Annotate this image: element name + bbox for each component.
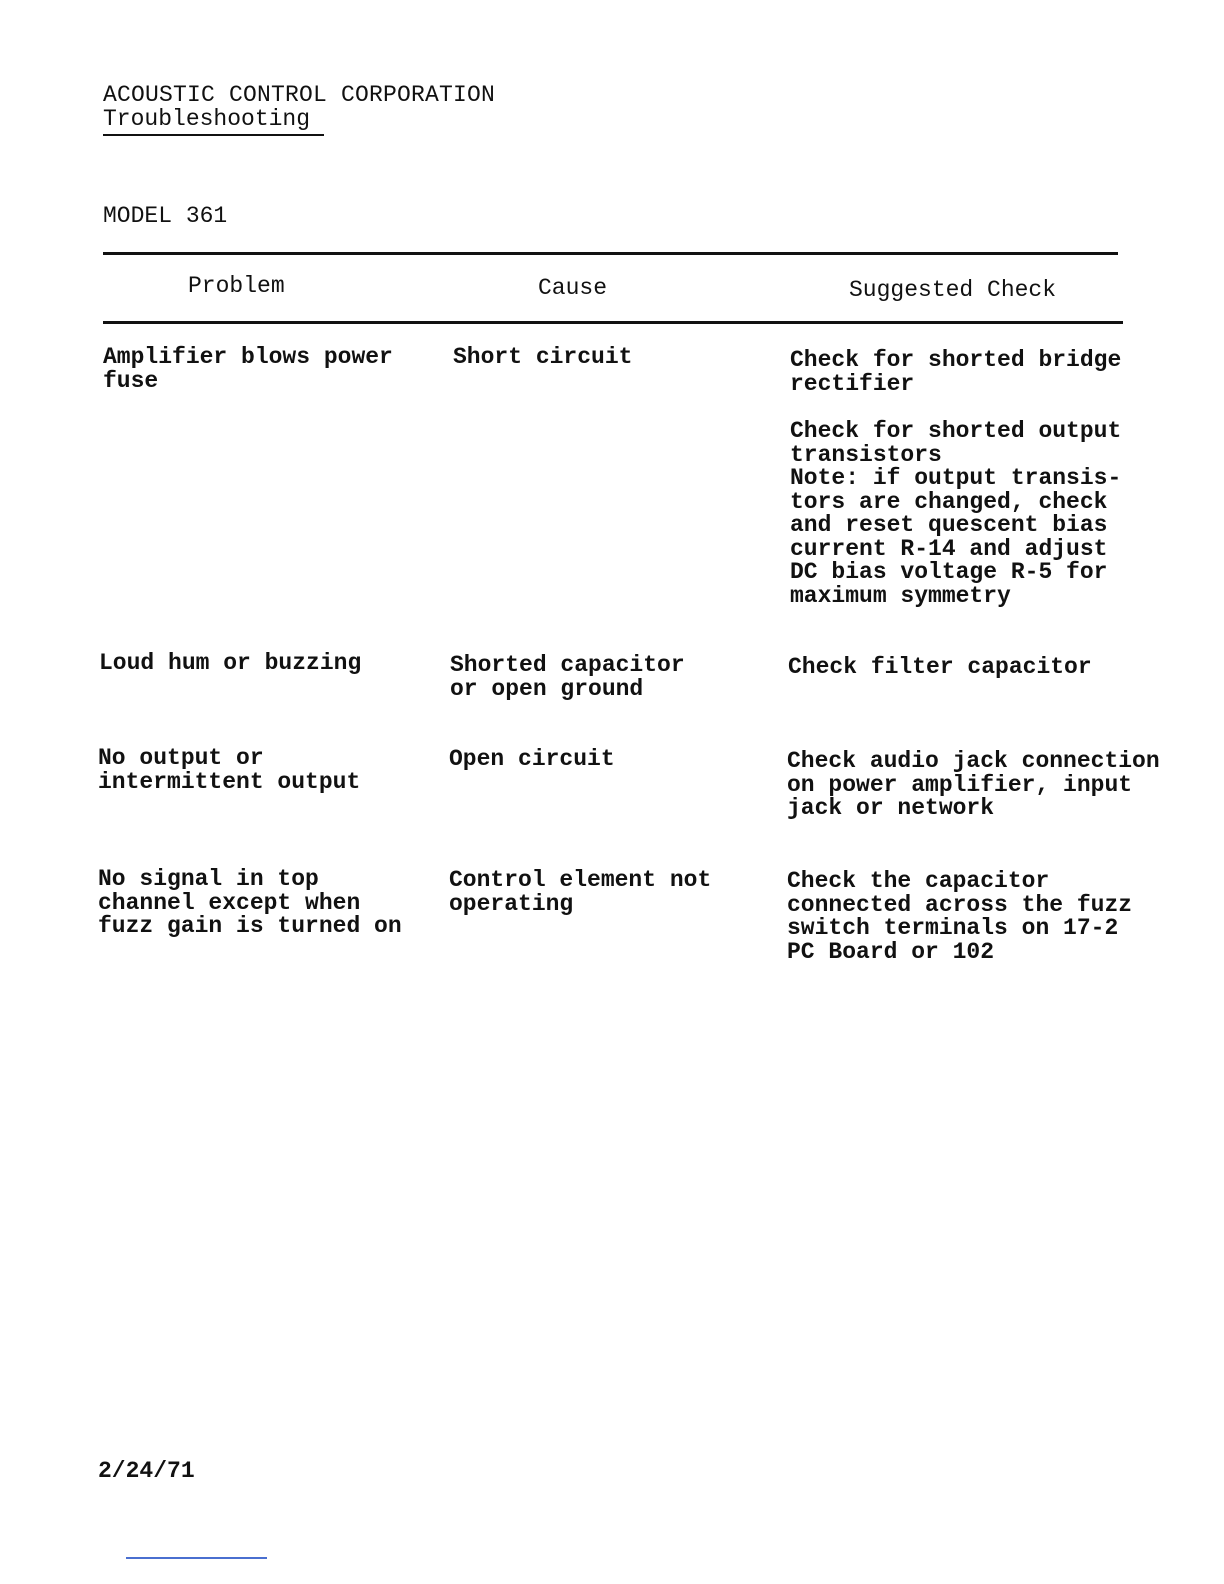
document-date: 2/24/71 [98,1458,195,1484]
model-number: MODEL 361 [103,203,228,229]
company-name: ACOUSTIC CONTROL CORPORATION [103,82,496,108]
table-top-rule [103,252,1118,255]
row-1-cause: Short circuit [453,344,633,370]
row-3-check-1: Check audio jack connection on power amplifier, input jack or network [787,748,1160,821]
row-4-cause: Control element not operating [449,867,712,917]
row-1-check-2: Check for shorted output transistors Note: if output transis- tors are changed, check and reset quescent bias current R-14 and adjust DC bias voltage R-5 for maximum symmetry [790,418,1122,609]
row-2-check-1: Check filter capacitor [788,654,1092,680]
row-3-cause: Open circuit [449,746,615,772]
row-2-cause: Shorted capacitor or open ground [450,652,685,702]
column-header-cause: Cause [538,275,608,301]
section-title: Troubleshooting [103,106,324,136]
column-header-problem: Problem [188,273,285,299]
table-header-rule [103,321,1123,324]
row-1-check-1: Check for shorted bridge rectifier [790,347,1122,397]
row-3-problem: No output or intermittent output [98,745,361,795]
row-1-problem: Amplifier blows power fuse [103,344,393,394]
row-4-check-1: Check the capacitor connected across the fuzz switch terminals on 17-2 PC Board or 102 [787,868,1133,965]
column-header-suggested-check: Suggested Check [849,277,1057,303]
footer-link-underline [126,1557,267,1559]
row-4-problem: No signal in top channel except when fuzz gain is turned on [98,866,402,939]
row-2-problem: Loud hum or buzzing [99,650,362,676]
